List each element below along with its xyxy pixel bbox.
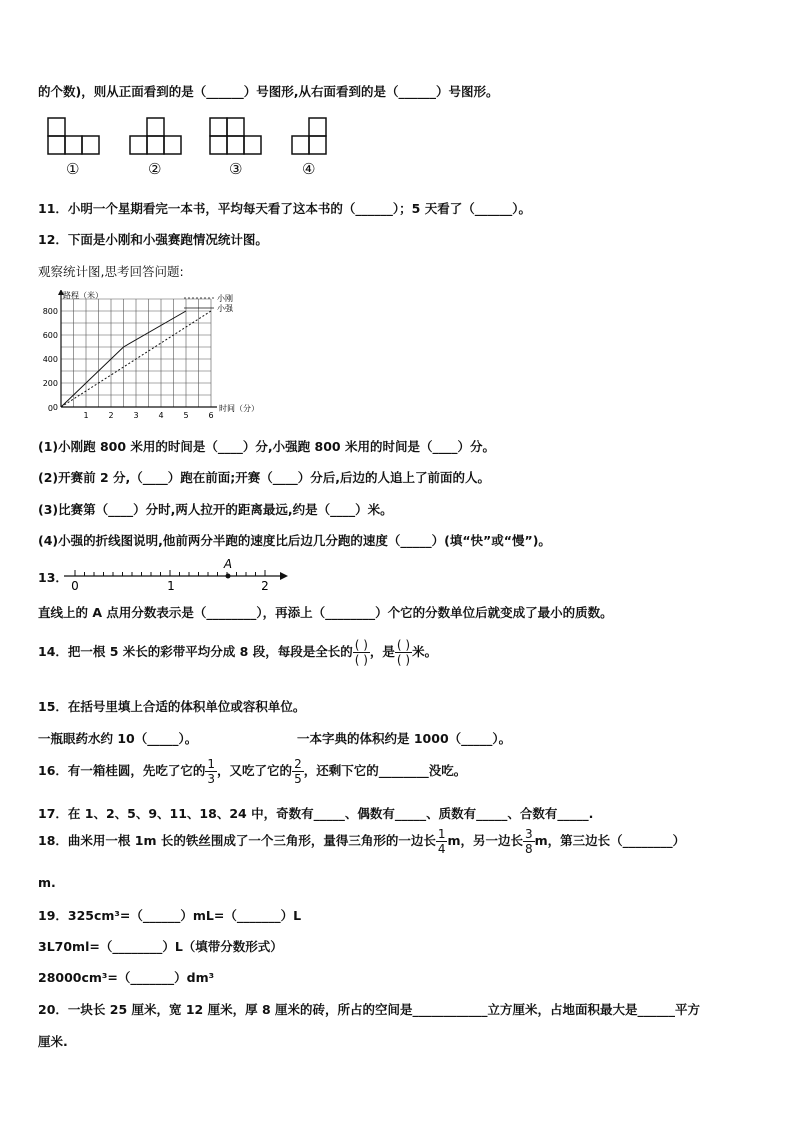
x-tick-label: 3 [133, 411, 139, 420]
q13-num: 13． [38, 570, 68, 585]
q14-frac-2: $\frac{( )}{( )}$ [396, 638, 411, 667]
q19-a: 19．325cm³=（______）mL=（_______）L [38, 908, 302, 923]
q12-sub2: (2)开赛前 2 分,（____）跑在前面;开赛（____）分后,后边的人追上了前面的人。 [38, 470, 491, 485]
figure-1 [46, 116, 102, 156]
q14-frac-1: $\frac{( )}{( )}$ [354, 638, 368, 667]
x-tick-label: 2 [108, 411, 114, 420]
q12-sub3: (3)比赛第（____）分时,两人拉开的距离最远,约是（____）米。 [38, 502, 393, 517]
q11-text: 11．小明一个星期看完一本书，平均每天看了这本书的（______）；5 天看了（______）。 [38, 201, 531, 216]
q18-frac-2: $\frac{3}{8}$ [525, 827, 533, 856]
figure-1-label: ① [66, 160, 80, 178]
number-line-tick-0: 0 [71, 579, 79, 590]
q18-text: 18．曲米用一根 1m 长的铁丝围成了一个三角形，量得三角形的一边长 $\frac{1}{4}$ m，另一边长 $\frac{3}{8}$ m，第三边长（________） [38, 827, 686, 856]
q20-b: 厘米. [38, 1034, 68, 1049]
figure-4 [290, 116, 332, 156]
figure-2 [128, 116, 184, 156]
q15-b: 一本字典的体积约是 1000（_____）。 [297, 731, 512, 746]
race-chart [36, 290, 286, 420]
q16-text: 16．有一箱桂圆，先吃了它的 $\frac{1}{3}$ ，又吃了它的 $\frac{2}{5}$ ，还剩下它的________没吃。 [38, 757, 467, 786]
q18-frac-1: $\frac{1}{4}$ [437, 827, 446, 856]
q14-text: 14．把一根 5 米长的彩带平均分成 8 段，每段是全长的 $\frac{( )}{( )}$ ，是 $\frac{( )}{( )}$ 米。 [38, 638, 438, 667]
legend-label-1: 小强 [217, 304, 233, 313]
figure-4-label: ④ [302, 160, 316, 178]
y-axis-label: 路程（米） [63, 291, 103, 300]
q16-frac-1: $\frac{1}{3}$ [207, 757, 216, 786]
q19-b: 3L70ml=（________）L（填带分数形式） [38, 939, 283, 954]
x-tick-label: 1 [83, 411, 89, 420]
q20-a: 20．一块长 25 厘米，宽 12 厘米，厚 8 厘米的砖，所占的空间是____________立方厘米，占地面积最大是______平方 [38, 1002, 700, 1017]
q12-title: 12．下面是小刚和小强赛跑情况统计图。 [38, 232, 268, 247]
q19-c: 28000cm³=（_______）dm³ [38, 970, 215, 985]
q15-title: 15．在括号里填上合适的体积单位或容积单位。 [38, 699, 306, 714]
y-tick-label: 0 [52, 403, 58, 412]
legend-label-0: 小刚 [217, 294, 233, 303]
q12-sub4: (4)小强的折线图说明,他前两分半跑的速度比后边几分跑的速度（_____）(填“快”或“慢”)。 [38, 533, 551, 548]
q13-text: 直线上的 A 点用分数表示是（________），再添上（________）个它的分数单位后就变成了最小的质数。 [38, 605, 613, 620]
y-tick-label: 600 [42, 331, 58, 340]
figure-2-label: ② [148, 160, 162, 178]
x-axis-label: 时间（分） [219, 404, 259, 413]
q12-intro: 观察统计图,思考回答问题: [38, 264, 184, 279]
x-tick-label: 5 [183, 411, 189, 420]
q12-sub1: (1)小刚跑 800 米用的时间是（____）分,小强跑 800 米用的时间是（____）分。 [38, 439, 495, 454]
number-line-tick-1: 1 [167, 579, 175, 590]
figure-3 [208, 116, 264, 156]
y-tick-label: 200 [42, 379, 58, 388]
point-a-label: A [223, 557, 233, 571]
number-line [60, 556, 290, 590]
q17-text: 17．在 1、2、5、9、11、18、24 中，奇数有_____、偶数有_____、质数有_____、合数有_____. [38, 806, 594, 821]
number-line-tick-2: 2 [261, 579, 269, 590]
figure-3-label: ③ [229, 160, 243, 178]
point-a [226, 574, 231, 579]
x-tick-label: 6 [208, 411, 214, 420]
q10-text: 的个数)，则从正面看到的是（______）号图形,从右面看到的是（______）号图形。 [38, 84, 499, 99]
y-tick-label: 400 [42, 355, 58, 364]
q16-frac-2: $\frac{2}{5}$ [294, 757, 302, 786]
x-tick-label: 4 [158, 411, 164, 420]
q18-text-cont: m. [38, 875, 56, 890]
q15-a: 一瓶眼药水约 10（_____）。 [38, 731, 198, 746]
y-tick-label: 800 [42, 307, 58, 316]
origin-label: 0 [47, 404, 53, 413]
